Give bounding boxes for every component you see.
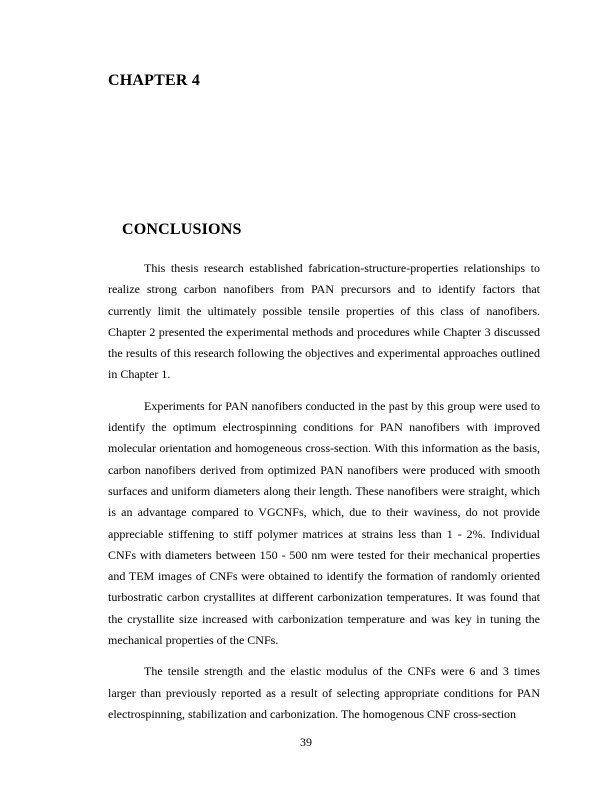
chapter-heading: CHAPTER 4	[108, 72, 201, 89]
paragraph-1: This thesis research established fabrication-structure-properties relationships to realize strong carbon nanofibers from PAN precursors and to identify factors that currently limit the ultimately possible tensile properties of this class of nanofibers. Chapter 2 presented the experimental methods and procedures while Chapter 3 discussed the results of this research following the objectives and experimental approaches outlined in Chapter 1.	[108, 261, 540, 382]
page-number: 39	[300, 735, 312, 749]
paragraph-3: The tensile strength and the elastic modulus of the CNFs were 6 and 3 times larger than previously reported as a result of selecting appropriate conditions for PAN electrospinning, stabilization and carbonization. The homogenous CNF cross-section	[108, 664, 540, 721]
section-heading: CONCLUSIONS	[122, 221, 242, 238]
paragraph-2: Experiments for PAN nanofibers conducted in the past by this group were used to identify the optimum electrospinning conditions for PAN nanofibers with improved molecular orientation and homogeneous cross-section. With this information as the basis, carbon nanofibers derived from optimized PAN nanofibers were produced with smooth surfaces and uniform diameters along their length. These nanofibers were straight, which is an advantage compared to VGCNFs, which, due to their waviness, do not provide appreciable stiffening to stiff polymer matrices at strains less than 1 - 2%. Individual CNFs with diameters between 150 - 500 nm were tested for their mechanical properties and TEM images of CNFs were obtained to identify the formation of randomly oriented turbostratic carbon crystallites at different carbonization temperatures. It was found that the crystallite size increased with carbonization temperature and was key in tuning the mechanical properties of the CNFs.	[108, 398, 540, 648]
body-text	[108, 258, 540, 735]
